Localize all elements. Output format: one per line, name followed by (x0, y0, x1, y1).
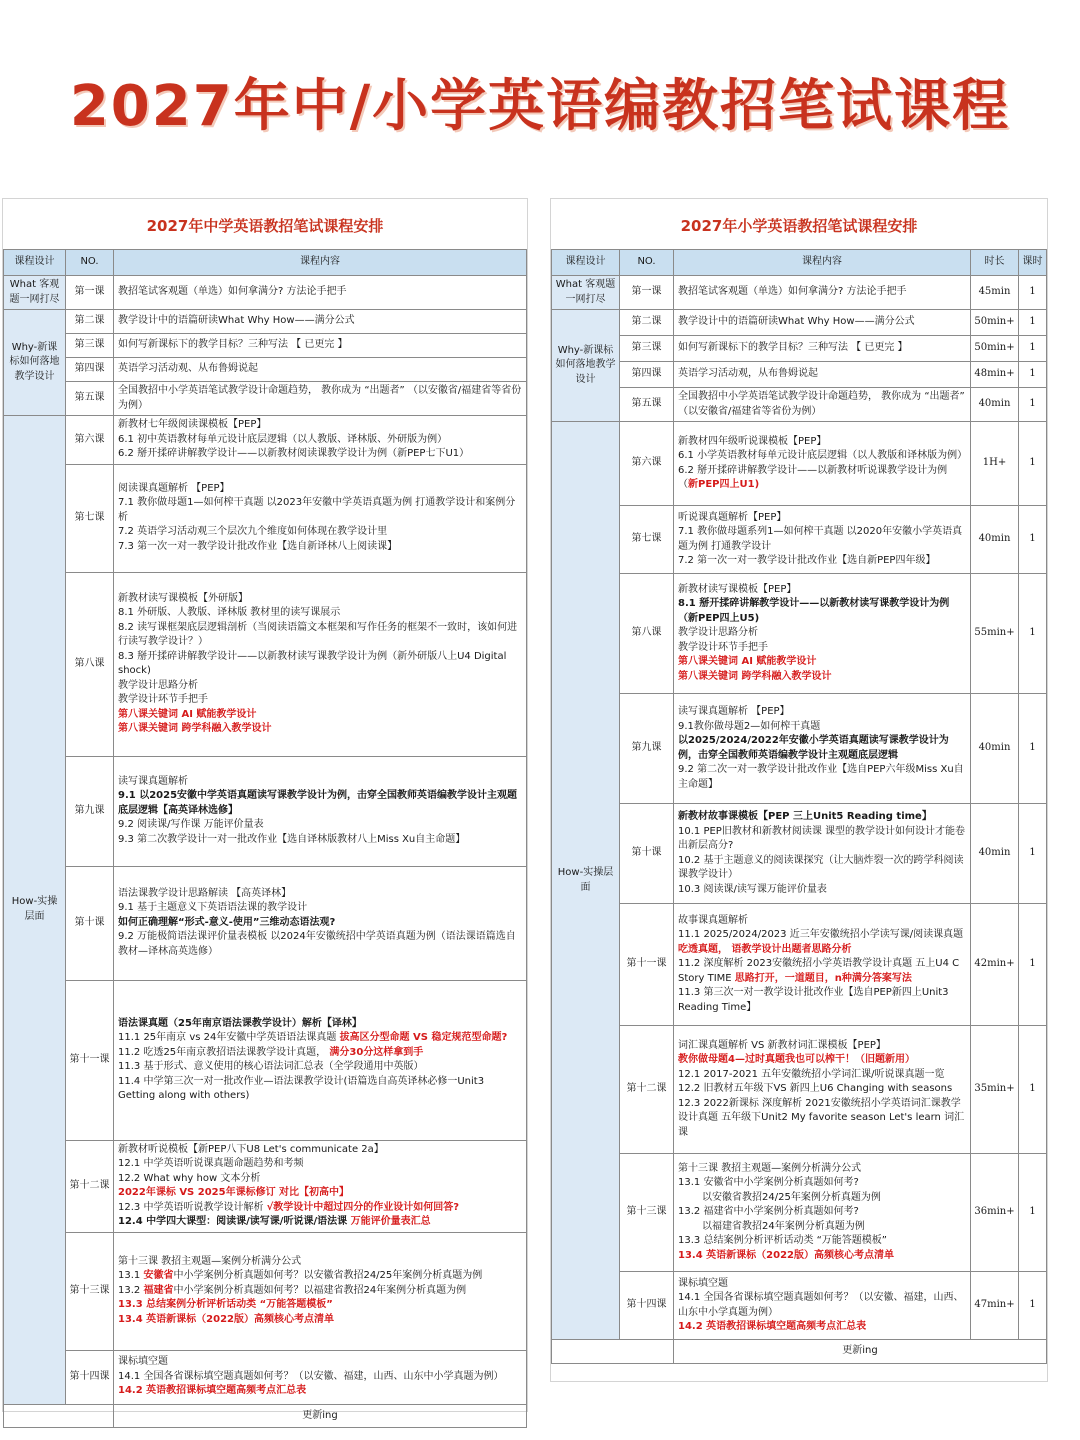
table-row (552, 574, 1047, 694)
lesson-duration: 40min (971, 388, 1019, 422)
lesson-duration: 55min+ (971, 574, 1019, 694)
lesson-content (674, 694, 971, 804)
updating-note: 更新ing (114, 1404, 527, 1428)
content-line: 9.1 基于主题意义下英语语法课的教学设计 (118, 902, 308, 914)
highlight-text: √教学设计中超过四分的作业设计如何回答? (266, 1201, 460, 1213)
table-header-row (552, 250, 1047, 276)
content-line (678, 957, 966, 986)
content-line (118, 1269, 522, 1284)
lesson-periods: 1 (1019, 506, 1047, 574)
content-line: 教招笔试客观题（单选）如何拿满分? 方法论手把手 (118, 286, 347, 298)
table-row (552, 1272, 1047, 1340)
content-line (118, 1284, 522, 1299)
header-no: NO. (66, 250, 114, 276)
content-text: 11.2 吃透25年南京教招语法课教学设计真题， (118, 1046, 330, 1058)
middle-school-schedule-panel (2, 198, 528, 1421)
lesson-periods: 1 (1019, 276, 1047, 310)
lesson-number: 第十一课 (620, 904, 674, 1026)
content-line: 7.3 第一次一对一教学设计批改作业【选自新译林八上阅读课】 (118, 540, 398, 552)
content-line: 6.1 初中英语教材每单元设计底层逻辑（以人教版、译林版、外研版为例） (118, 433, 448, 445)
middle-school-panel-title: 2027年中学英语教招笔试课程安排 (146, 217, 384, 235)
table-row (4, 866, 527, 980)
lesson-content (674, 276, 971, 310)
content-line: 教学设计思路分析 (678, 627, 758, 639)
content-line: 9.1教你做母题2—如何榨干真题 (678, 720, 821, 732)
content-line: 以2025/2024/2022年安徽小学英语真题读写课教学设计为例，击穿全国教师英语编教学设计主观题底层逻辑 (678, 735, 949, 761)
lesson-number: 第四课 (66, 358, 114, 382)
content-line: 新教材四年级听说课模板【PEP】 (678, 435, 827, 447)
primary-school-schedule-table (551, 249, 1047, 1364)
content-line: 第十三课 教招主观题—案例分析满分公式 (678, 1162, 862, 1174)
content-line: 12.2 What why how 文本分析 (118, 1172, 261, 1184)
content-line: 语法课教学设计思路解读 【高英译林】 (118, 887, 292, 899)
content-line: 词汇课真题解析 VS 新教材词汇课模板【PEP】 (678, 1039, 886, 1051)
lesson-number: 第一课 (620, 276, 674, 310)
content-line: 9.2 万能极简语法课评价量表模板 以2024年安徽统招中学英语真题为例（语法课语篇选自教材—译林高英选修） (118, 931, 516, 957)
lesson-content (114, 416, 527, 465)
header-course-design: 课程设计 (4, 250, 66, 276)
highlight-text: 满分30分这样拿到手 (329, 1046, 424, 1058)
content-text: 中小学案例分析真题如何考？以福建省教招24年案例分析真题为例 (173, 1284, 467, 1296)
content-line: 9.2 阅读课/写作课 万能评价量表 (118, 819, 264, 831)
lesson-duration: 42min+ (971, 904, 1019, 1026)
content-line: 教学设计环节手把手 (118, 694, 208, 705)
content-text: 11.1 2025/2024/2023 近三年安徽统招小学读写课/阅读课真题 (678, 929, 964, 941)
content-line: 如何写新课标下的教学目标？三种写法 【 已更完 】 (678, 342, 908, 354)
content-line: 阅读课真题解析 【PEP】 (118, 482, 230, 494)
lesson-content (674, 506, 971, 574)
table-row (4, 756, 527, 866)
lesson-number: 第十四课 (66, 1350, 114, 1404)
content-line: 以安徽省教招24/25年案例分析真题为例 (702, 1191, 881, 1203)
lesson-number: 第六课 (620, 422, 674, 506)
lesson-periods: 1 (1019, 422, 1047, 506)
content-line: 11.3 基于形式、意义使用的核心语法词汇总表（全学段通用中英版） (118, 1061, 424, 1072)
content-line: 新教材读写课模板【外研版】 (118, 592, 248, 604)
lesson-content (114, 1350, 527, 1404)
content-line: 9.2 第二次一对一教学设计批改作业【选自PEP六年级Miss Xu自主命题】 (678, 764, 964, 790)
content-line: 新教材听说模板【新PEP八下U8 Let's communicate 2a】 (118, 1143, 384, 1155)
content-text: 11.1 25年南京 vs 24年安徽中学英语语法课真题 (118, 1032, 340, 1043)
content-line: 教学设计中的语篇研读What Why How——满分公式 (118, 315, 355, 327)
content-line: 听说课真题解析【PEP】 (678, 511, 787, 523)
lesson-number: 第十二课 (620, 1026, 674, 1154)
lesson-content (674, 1154, 971, 1272)
lesson-number: 第九课 (66, 756, 114, 866)
content-line: 新教材七年级阅读课模板【PEP】 (118, 419, 267, 430)
content-line: 课标填空题 (678, 1277, 728, 1289)
content-line (118, 1215, 522, 1230)
lesson-content (114, 334, 527, 358)
table-row (4, 572, 527, 756)
lesson-number: 第三课 (620, 336, 674, 362)
category-cell: What 客观题一网打尽 (552, 276, 620, 310)
lesson-periods: 1 (1019, 804, 1047, 904)
content-line: 语法课真题（25年南京语法课教学设计）解析【译林】 (118, 1017, 362, 1029)
lesson-content (674, 804, 971, 904)
lesson-periods: 1 (1019, 310, 1047, 336)
lesson-content (114, 572, 527, 756)
lesson-periods: 1 (1019, 362, 1047, 388)
lesson-number: 第十一课 (66, 980, 114, 1140)
table-row (552, 422, 1047, 506)
lesson-duration: 36min+ (971, 1154, 1019, 1272)
lesson-content (674, 310, 971, 336)
content-line: 11.3 第三次一对一教学设计批改作业【选自PEP新四上Unit3 Reading Time】 (678, 987, 949, 1013)
lesson-number: 第二课 (620, 310, 674, 336)
updating-note: 更新ing (674, 1340, 1047, 1364)
content-line: 如何写新课标下的教学目标？三种写法 【 已更完 】 (118, 339, 348, 351)
lesson-content (114, 1232, 527, 1350)
highlight-text: 思路打开，一道题目，n种满分答案写法 (734, 972, 912, 984)
content-line: 英语学习活动观，从布鲁姆说起 (678, 368, 818, 380)
content-line: 10.3 阅读课/读写课万能评价量表 (678, 883, 827, 895)
lesson-number: 第五课 (620, 388, 674, 422)
content-line: 8.3 掰开揉碎讲解教学设计——以新教材读写课教学设计为例（新外研版八上U4 Digital shock) (118, 650, 507, 676)
table-row (4, 1350, 527, 1404)
lesson-content (674, 904, 971, 1026)
content-line: 7.2 第一次一对一教学设计批改作业【选自新PEP四年级】 (678, 555, 936, 566)
lesson-number: 第二课 (66, 310, 114, 334)
table-row (552, 904, 1047, 1026)
header-no: NO. (620, 250, 674, 276)
lesson-content (114, 980, 527, 1140)
lesson-content (674, 574, 971, 694)
lesson-content (114, 358, 527, 382)
content-line (118, 1201, 522, 1216)
lesson-number: 第十二课 (66, 1140, 114, 1232)
content-line: 7.1 教你做母题系列1—如何榨干真题 以2020年安徽小学英语真题为例 打通教学设计 (678, 526, 963, 552)
content-line: 14.2 英语教招课标填空题高频考点汇总表 (118, 1385, 307, 1397)
lesson-number: 第五课 (66, 382, 114, 416)
content-line: 10.2 基于主题意义的阅读课探究（让大脑炸裂一次的跨学科阅读课教学设计） (678, 854, 964, 880)
header-content: 课程内容 (114, 250, 527, 276)
content-line: 第八课关键词 AI 赋能教学设计 (118, 708, 257, 720)
lesson-duration: 47min+ (971, 1272, 1019, 1340)
lesson-number: 第六课 (66, 416, 114, 465)
content-line: 10.1 PEP旧教材和新教材阅读课 课型的教学设计如何设计才能卷出新层高分? (678, 825, 966, 851)
content-line: 13.4 英语新课标（2022版）高频核心考点清单 (118, 1313, 334, 1325)
category-cell: How-实操层面 (4, 416, 66, 1405)
content-line: 12.3 2022新课标 深度解析 2021安徽统招小学英语词汇课教学设计真题 五年级下Unit2 My favorite season Let's learn 词汇课 (678, 1097, 965, 1138)
lesson-duration: 40min (971, 694, 1019, 804)
content-line: 教学设计思路分析 (118, 679, 198, 691)
lesson-duration: 40min (971, 506, 1019, 574)
content-line: 13.4 英语新课标（2022版）高频核心考点清单 (678, 1249, 894, 1261)
lesson-duration: 45min (971, 276, 1019, 310)
content-line: 教学设计中的语篇研读What Why How——满分公式 (678, 316, 915, 328)
content-line: 第八课关键词 跨学科融入教学设计 (118, 723, 272, 734)
content-line (118, 1046, 522, 1061)
header-content: 课程内容 (674, 250, 971, 276)
table-row (4, 980, 527, 1140)
content-line: 第八课关键词 AI 赋能教学设计 (678, 656, 817, 668)
lesson-duration: 50min+ (971, 310, 1019, 336)
lesson-number: 第三课 (66, 334, 114, 358)
content-text: 中小学案例分析真题如何考？以安徽省教招24/25年案例分析真题为例 (173, 1270, 483, 1282)
lesson-content (114, 276, 527, 310)
content-line: 6.1 小学英语教材每单元设计底层逻辑（以人教版和译林版为例） (678, 450, 968, 461)
content-text: 11.2 深度解析 2023安徽统招小学英语教学设计真题 五上U4 C Story TIME (678, 958, 960, 984)
header-duration: 时长 (971, 250, 1019, 276)
content-text: 12.4 中学四大课型：阅读课/读写课/听说课/语法课 (118, 1216, 351, 1227)
lesson-content (114, 866, 527, 980)
content-line: 第八课关键词 跨学科融入教学设计 (678, 670, 832, 682)
content-line: 如何正确理解“形式-意义-使用”三维动态语法观? (118, 916, 336, 928)
lesson-duration: 35min+ (971, 1026, 1019, 1154)
lesson-periods: 1 (1019, 1026, 1047, 1154)
lesson-duration: 40min (971, 804, 1019, 904)
lesson-number: 第十三课 (66, 1232, 114, 1350)
content-line: 12.1 中学英语听说课真题命题趋势和考频 (118, 1158, 304, 1169)
content-line: 14.1 全国各省课标填空题真题如何考？（以安徽、福建，山西、山东中小学真题为例） (118, 1370, 504, 1382)
content-line: 13.3 总结案例分析评析话动类 “万能答题模板” (118, 1299, 333, 1311)
table-row (552, 310, 1047, 336)
lesson-duration: 48min+ (971, 362, 1019, 388)
table-footer-row (552, 1340, 1047, 1364)
category-cell: Why-新课标如何落地教学设计 (4, 310, 66, 416)
content-line: 8.1 外研版、人教版、译林版 教材里的读写课展示 (118, 607, 341, 618)
content-line: 全国教招中小学英语笔试教学设计命题趋势， 教你成为 “出题者” （以安徽省/福建省等省份为例） (118, 385, 522, 411)
table-row (552, 1154, 1047, 1272)
content-line: 13.2 福建省中小学案例分析真题如何考? (678, 1206, 859, 1218)
content-line: 新教材故事课模板【PEP 三上Unit5 Reading time】 (678, 811, 932, 822)
lesson-periods: 1 (1019, 388, 1047, 422)
content-line: 7.1 教你做母题1—如何榨干真题 以2023年安徽中学英语真题为例 打通教学设计和案例分析 (118, 497, 516, 523)
content-line: 8.2 读写课框架底层逻辑剖析（当阅读语篇文本框架和写作任务的框架不一致时，该如何进行读写教学设计？） (118, 621, 518, 647)
primary-school-schedule-panel (550, 198, 1048, 1382)
lesson-number: 第十四课 (620, 1272, 674, 1340)
table-row (552, 506, 1047, 574)
content-line: 7.2 英语学习活动观三个层次九个维度如何体现在教学设计里 (118, 526, 388, 538)
content-line: 全国教招中小学英语笔试教学设计命题趋势， 教你成为 “出题者” （以安徽省/福建省等省份为例） (678, 391, 965, 417)
lesson-duration: 50min+ (971, 336, 1019, 362)
lesson-periods: 1 (1019, 904, 1047, 1026)
table-row (552, 694, 1047, 804)
lesson-content (114, 464, 527, 572)
content-line: 故事课真题解析 (678, 914, 748, 926)
primary-school-panel-title: 2027年小学英语教招笔试课程安排 (680, 217, 918, 235)
content-line: 12.2 旧教材五年级下VS 新四上U6 Changing with seasons (678, 1083, 953, 1095)
lesson-content (674, 388, 971, 422)
content-line: 新教材读写课模板【PEP】 (678, 583, 797, 595)
lesson-number: 第九课 (620, 694, 674, 804)
table-row (552, 276, 1047, 310)
content-line: 13.1 安徽省中小学案例分析真题如何考? (678, 1177, 859, 1189)
content-line: 6.2 掰开揉碎讲解教学设计——以新教材阅读课教学设计为例（新PEP七下U1） (118, 448, 470, 459)
lesson-content (114, 310, 527, 334)
table-row (4, 310, 527, 334)
footer-spacer (4, 1404, 114, 1428)
lesson-periods: 1 (1019, 1272, 1047, 1340)
table-row (552, 1026, 1047, 1154)
lesson-content (114, 1140, 527, 1232)
highlight-text: 安徽省 (143, 1270, 174, 1282)
content-line: 英语学习活动观、从布鲁姆说起 (118, 363, 258, 375)
table-row (4, 334, 527, 358)
category-cell: Why-新课标如何落地教学设计 (552, 310, 620, 422)
highlight-text: 新PEP四上U1) (688, 479, 760, 490)
table-footer-row (4, 1404, 527, 1428)
content-line: 8.1 掰开揉碎讲解教学设计——以新教材读写课教学设计为例（新PEP四上U5) (678, 598, 950, 624)
lesson-number: 第八课 (66, 572, 114, 756)
lesson-number: 第七课 (66, 464, 114, 572)
highlight-text: 万能评价量表汇总 (350, 1216, 431, 1227)
table-header-row (4, 250, 527, 276)
table-row (4, 1232, 527, 1350)
table-row (4, 416, 527, 465)
content-line (678, 464, 966, 493)
lesson-number: 第七课 (620, 506, 674, 574)
lesson-number: 第十课 (620, 804, 674, 904)
category-cell: What 客观题一网打尽 (4, 276, 66, 310)
content-text: 12.3 中学英语听说教学设计解析 (118, 1201, 267, 1213)
content-line: 11.4 中学第三次一对一批改作业—语法课教学设计(语篇选自高英译林必修一Unit3 Getting along with others) (118, 1075, 485, 1101)
content-line: 教招笔试客观题（单选）如何拿满分? 方法论手把手 (678, 286, 907, 298)
lesson-periods: 1 (1019, 1154, 1047, 1272)
content-line: 12.1 2017-2021 五年安徽统招小学词汇课/听说课真题一览 (678, 1068, 945, 1080)
lesson-content (674, 422, 971, 506)
lesson-content (114, 756, 527, 866)
content-line (118, 1031, 522, 1046)
table-row (4, 358, 527, 382)
table-row (552, 804, 1047, 904)
lesson-content (674, 1026, 971, 1154)
lesson-number: 第八课 (620, 574, 674, 694)
content-line: 以福建省教招24年案例分析真题为例 (702, 1220, 865, 1232)
footer-spacer (552, 1340, 674, 1364)
content-line: 课标填空题 (118, 1356, 168, 1368)
content-line (678, 928, 966, 957)
lesson-number: 第四课 (620, 362, 674, 388)
category-cell: How-实操层面 (552, 422, 620, 1340)
content-line: 教学设计环节手把手 (678, 641, 768, 653)
middle-school-schedule-table (3, 249, 527, 1428)
content-line: 读写课真题解析 【PEP】 (678, 706, 790, 717)
content-line: 9.3 第二次教学设计一对一批改作业【选自译林版教材八上Miss Xu自主命题】 (118, 833, 466, 845)
content-line: 14.2 英语教招课标填空题高频考点汇总表 (678, 1321, 867, 1332)
lesson-content (114, 382, 527, 416)
content-line: 9.1 以2025安徽中学英语真题读写课教学设计为例，击穿全国教师英语编教学设计主观题底层逻辑【高英译林选修】 (118, 790, 518, 816)
header-course-design: 课程设计 (552, 250, 620, 276)
lesson-periods: 1 (1019, 336, 1047, 362)
lesson-duration: 1H+ (971, 422, 1019, 506)
content-line: 第十三课 教招主观题—案例分析满分公式 (118, 1255, 302, 1267)
content-line: 2022年课标 VS 2025年课标修订 对比【初高中】 (118, 1187, 350, 1198)
content-text: 13.2 (118, 1284, 144, 1296)
table-row (4, 464, 527, 572)
lesson-number: 第十三课 (620, 1154, 674, 1272)
content-text: 13.1 (118, 1270, 144, 1282)
lesson-content (674, 1272, 971, 1340)
content-line: 14.1 全国各省课标填空题真题如何考？（以安徽、福建，山西、山东中小学真题为例） (678, 1292, 964, 1318)
highlight-text: 吃透真题， 语教学设计出题者思路分析 (678, 943, 852, 955)
content-text: 6.2 掰开揉碎讲解教学设计——以新教材听说课教学设计为例（ (678, 464, 948, 490)
table-row (552, 362, 1047, 388)
content-line: 13.3 总结案例分析评析话动类 “万能答题模板” (678, 1235, 887, 1247)
table-row (552, 388, 1047, 422)
highlight-text: 拔高区分型命题 VS 稳定规范型命题? (339, 1032, 508, 1043)
lesson-number: 第十课 (66, 866, 114, 980)
content-line: 读写课真题解析 (118, 775, 188, 787)
table-row (552, 336, 1047, 362)
lesson-content (674, 336, 971, 362)
table-row (4, 382, 527, 416)
page-title: 2027年中/小学英语编教招笔试课程 (69, 74, 1011, 139)
lesson-periods: 1 (1019, 574, 1047, 694)
lesson-number: 第一课 (66, 276, 114, 310)
content-line: 教你做母题4—过时真题我也可以榨干！（旧题新用） (678, 1054, 915, 1066)
header-periods: 课时 (1019, 250, 1047, 276)
highlight-text: 福建省 (143, 1284, 174, 1296)
lesson-periods: 1 (1019, 694, 1047, 804)
table-row (4, 1140, 527, 1232)
lesson-content (674, 362, 971, 388)
table-row (4, 276, 527, 310)
